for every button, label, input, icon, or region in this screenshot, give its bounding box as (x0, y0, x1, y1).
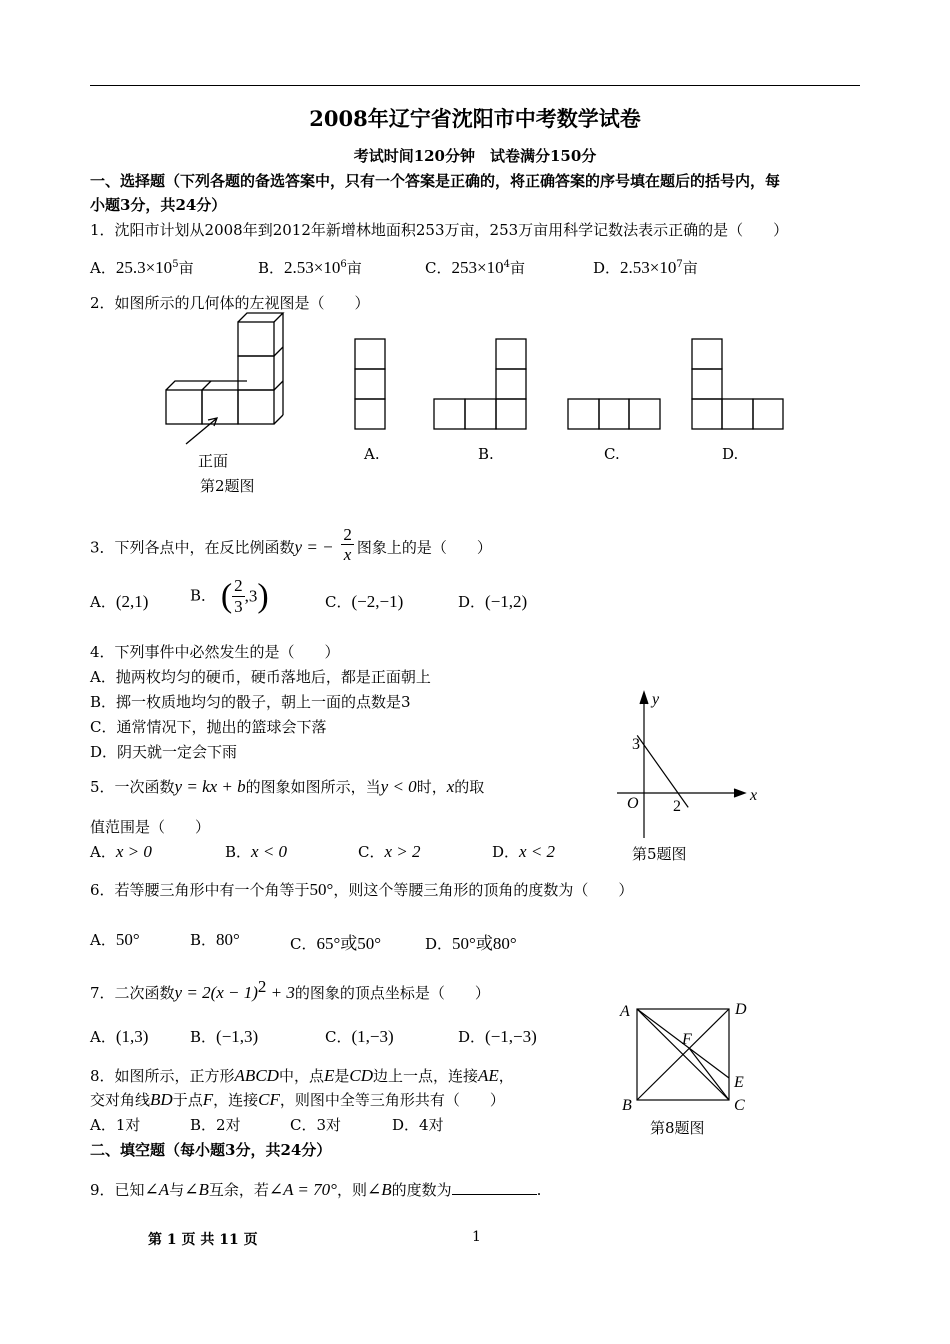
q2-option-d-label: D. (722, 445, 739, 463)
page-title: 2008年辽宁省沈阳市中考数学试卷 (309, 106, 641, 131)
q2-figure-caption: 第2题图 (200, 477, 255, 495)
q3-stem: 3．下列各点中，在反比例函数y = − $\frac{2}{x}$ 图象上的是（ ） (90, 525, 492, 564)
q7-option-d: D．(−1,−3) (458, 1027, 537, 1046)
q8-vertex-e: E (734, 1074, 744, 1091)
q3-option-a: A．(2,1) (90, 592, 149, 611)
q6-option-b: B．80° (190, 930, 240, 949)
q4-option-a: A．抛两枚均匀的硬币，硬币落地后，都是正面朝上 (90, 668, 431, 686)
q8-stem: 8．如图所示，正方形ABCD中，点E是CD边上一点，连接AE， (90, 1066, 514, 1085)
q7-option-b: B．(−1,3) (190, 1027, 259, 1046)
q8-vertex-a: A (620, 1003, 630, 1020)
q8-point-f: F (682, 1031, 692, 1048)
q4-option-d: D．阴天就一定会下雨 (90, 743, 238, 761)
footer-page-number: 1 (472, 1229, 481, 1245)
q8-stem-cont: 交对角线BD于点F，连接CF，则图中全等三角形共有（ ） (90, 1090, 505, 1109)
q7-option-a: A．(1,3) (90, 1027, 149, 1046)
q5-x-label: x (750, 787, 758, 804)
q2-option-a-label: A. (364, 445, 380, 463)
q2-stem: 2．如图所示的几何体的左视图是（ ） (90, 294, 370, 312)
q8-vertex-b: B (622, 1097, 632, 1114)
q5-stem: 5．一次函数y = kx + b的图象如图所示，当y < 0时，x的取 (90, 777, 485, 796)
q6-stem: 6．若等腰三角形中有一个角等于50°，则这个等腰三角形的顶角的度数为（ ） (90, 880, 634, 899)
q5-option-b: B．x < 0 (225, 842, 288, 861)
section1-header-cont: 小题3分，共24分） (90, 196, 227, 214)
q1-option-d: D．$2.53\times 10^7$亩 (593, 258, 698, 277)
q1-option-a: A．$25.3\times 10^5$亩 (90, 258, 194, 277)
q3-option-b: B． ( $\frac{2}{3}$ ,3) (190, 576, 269, 616)
q5-option-a: A．x > 0 (90, 842, 152, 861)
q1-option-b: B．$2.53\times 10^6$亩 (258, 258, 362, 277)
section2-header: 二、填空题（每小题3分，共24分） (90, 1141, 332, 1159)
q7-stem: 7．二次函数$y = 2(x - 1)^2 + 3$的图象的顶点坐标是（ ） (90, 977, 490, 1002)
q8-vertex-d: D (735, 1001, 747, 1018)
q1-option-c: C．$253\times 10^4$亩 (425, 258, 525, 277)
q2-option-b-label: B. (478, 445, 494, 463)
q5-origin-label: O (627, 795, 639, 812)
q8-option-c: C．3对 (290, 1116, 342, 1134)
footer-page-info: 第 1 页 共 11 页 (148, 1232, 258, 1248)
q6-option-a: A．50° (90, 930, 140, 949)
q7-option-c: C．(1,−3) (325, 1027, 394, 1046)
q8-vertex-c: C (734, 1097, 745, 1114)
q2-option-c-label: C. (604, 445, 620, 463)
q9-answer-blank[interactable] (452, 1194, 537, 1195)
q8-figure-caption: 第8题图 (650, 1119, 705, 1137)
q6-option-c: C．65°或50° (290, 934, 382, 953)
q4-stem: 4．下列事件中必然发生的是（ ） (90, 643, 340, 661)
q8-option-b: B．2对 (190, 1116, 241, 1134)
q5-x-tick: 2 (673, 798, 681, 815)
q8-option-d: D．4对 (392, 1116, 444, 1134)
q5-stem-cont: 值范围是（ ） (90, 818, 211, 836)
q3-option-c: C．(−2,−1) (325, 592, 404, 611)
section1-header: 一、选择题（下列各题的备选答案中，只有一个答案是正确的，将正确答案的序号填在题后的括号内，每 (90, 172, 781, 190)
q2-front-label: 正面 (198, 452, 229, 470)
q5-figure-caption: 第5题图 (632, 845, 687, 863)
q5-option-d: D．x < 2 (492, 842, 556, 861)
q3-option-d: D．(−1,2) (458, 592, 528, 611)
q9-stem: 9．已知∠A与∠B互余，若∠A = 70°，则∠B的度数为 . (90, 1180, 542, 1199)
q5-option-c: C．x > 2 (358, 842, 421, 861)
q5-y-tick: 3 (632, 736, 640, 753)
q4-option-b: B．掷一枚质地均匀的骰子，朝上一面的点数是3 (90, 693, 411, 711)
q6-option-d: D．50°或80° (425, 934, 517, 953)
q4-option-c: C．通常情况下，抛出的篮球会下落 (90, 718, 327, 736)
q5-y-label: y (652, 691, 660, 708)
q1-stem: 1．沈阳市计划从2008年到2012年新增林地面积253万亩，253万亩用科学记数法表示正确的是（ ） (90, 221, 789, 239)
q8-option-a: A．1对 (90, 1116, 141, 1134)
exam-info: 考试时间120分钟 试卷满分150分 (353, 147, 597, 165)
